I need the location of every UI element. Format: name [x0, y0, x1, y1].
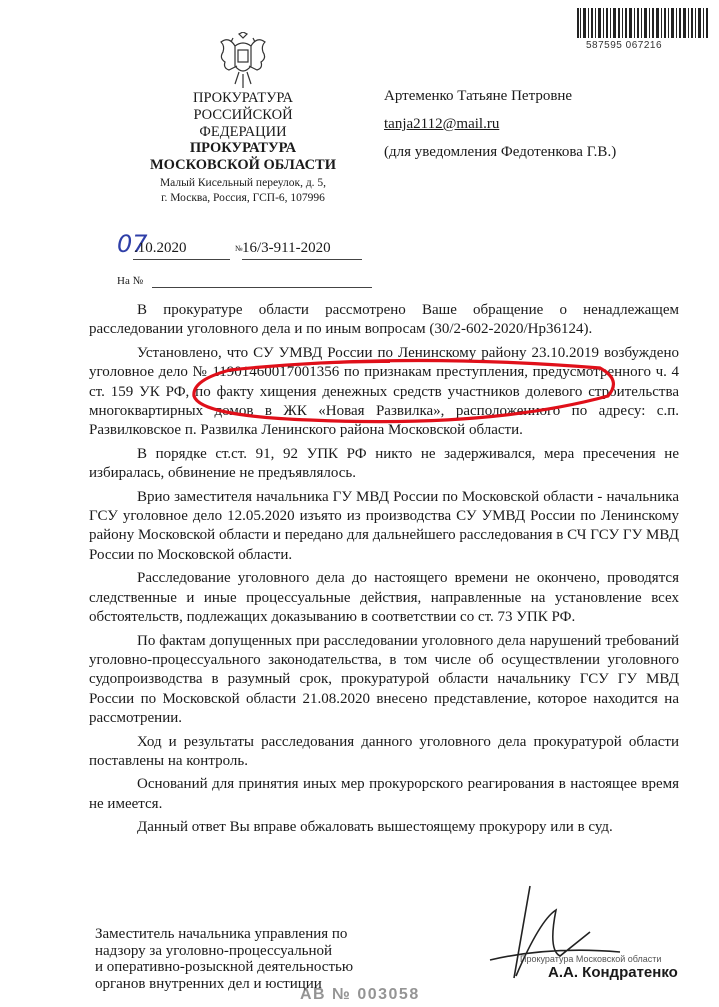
stamp-text: Прокуратура Московской области: [520, 954, 662, 964]
form-serial-number: АВ № 003058: [300, 986, 420, 1003]
paragraph: Ход и результаты расследования данного уголовного дела прокуратурой области поставлены на контроль.: [89, 733, 679, 769]
org-line: ПРОКУРАТУРА: [189, 140, 297, 156]
divider: [152, 287, 372, 288]
recipient-block: [384, 82, 616, 166]
address-line: г. Москва, Россия, ГСП-6, 107996: [161, 192, 325, 204]
paragraph: В прокуратуре области рассмотрено Ваше обращение о ненадлежащем расследовании уголовного дела и по иным вопросам (30/2-602-2020/Нр36124).: [89, 302, 679, 338]
title-line: надзору за уголовно-процессуальной: [95, 942, 333, 959]
org-line: ПРОКУРАТУРА: [192, 90, 294, 106]
title-line: Заместитель начальника управления по: [95, 926, 348, 942]
org-name-regional: [150, 140, 336, 174]
divider: [242, 259, 362, 260]
org-line: МОСКОВСКОЙ ОБЛАСТИ: [150, 157, 337, 173]
recipient-email[interactable]: tanja2112@mail.ru: [384, 116, 500, 132]
paragraph: Оснований для принятия иных мер прокурорского реагирования в настоящее время не имеется.: [89, 776, 679, 812]
recipient-note: (для уведомления Федотенкова Г.В.): [384, 144, 617, 160]
barcode-number: 587595 067216: [586, 40, 663, 51]
title-line: и оперативно-розыскной деятельностью: [95, 959, 354, 975]
org-name-federal: [150, 90, 336, 141]
paragraph: Данный ответ Вы вправе обжаловать вышестоящему прокурору или в суд.: [137, 819, 613, 836]
signer-title: [95, 926, 353, 992]
address-line: Малый Кисельный переулок, д. 5,: [159, 177, 327, 189]
signer-name: А.А. Кондратенко: [548, 964, 678, 981]
recipient-name: Артеменко Татьяне Петровне: [384, 88, 573, 104]
red-ellipse-annotation: [190, 358, 620, 428]
reference-label: На №: [117, 275, 144, 287]
paragraph: В порядке ст.ст. 91, 92 УПК РФ никто не задерживался, мера пресечения не избиралась, обвинение не предъявлялось.: [89, 445, 679, 482]
handwritten-day: 07: [117, 230, 148, 258]
org-line: РОССИЙСКОЙ ФЕДЕРАЦИИ: [193, 107, 293, 140]
paragraph: Установлено, что СУ УМВД России по Ленинскому району 23.10.2019 возбуждено уголовное дело № 11901460017001356 по признакам преступления, предусмотренного ч. 4 ст. 159 УК РФ, по факту хищения денежных средств участников долевого строительства многоквартирных домов в ЖК «Новая Развилка», расположенного по адресу: с.п. Развилковское п. Развилка Ленинского района Московской области.: [89, 344, 679, 439]
title-line: органов внутренних дел и юстиции: [95, 975, 322, 992]
paragraph: Расследование уголовного дела до настоящего времени не окончено, проводятся следственные и иные процессуальные действия, направленные на установление всех обстоятельств, подлежащих доказыванию в соответствии со ст. 73 УПК РФ.: [89, 570, 679, 626]
number-label: №: [235, 244, 243, 253]
date-text: .10.2020: [134, 240, 187, 256]
coat-of-arms-icon: [215, 32, 271, 90]
divider: [133, 259, 230, 260]
paragraph: Врио заместителя начальника ГУ МВД России по Московской области - начальника ГСУ уголовное дело 12.05.2020 изъято из производства СУ УМВД России по Ленинскому району Московской области и передано для дальнейшего расследования в СЧ ГСУ ГУ МВД России по Московской области.: [89, 488, 679, 563]
outgoing-number: 16/3-911-2020: [242, 240, 331, 256]
date-number-line: [117, 230, 367, 266]
org-address: [150, 176, 336, 206]
paragraph: По фактам допущенных при расследовании уголовного дела нарушений требований уголовно-процессуального законодательства, в том числе об осуществлении уголовного судопроизводства в разумный срок, прокуратурой области начальнику ГСУ ГУ МВД России по Московской области 21.08.2020 внесено представление, которое находится на рассмотрении.: [89, 632, 679, 727]
